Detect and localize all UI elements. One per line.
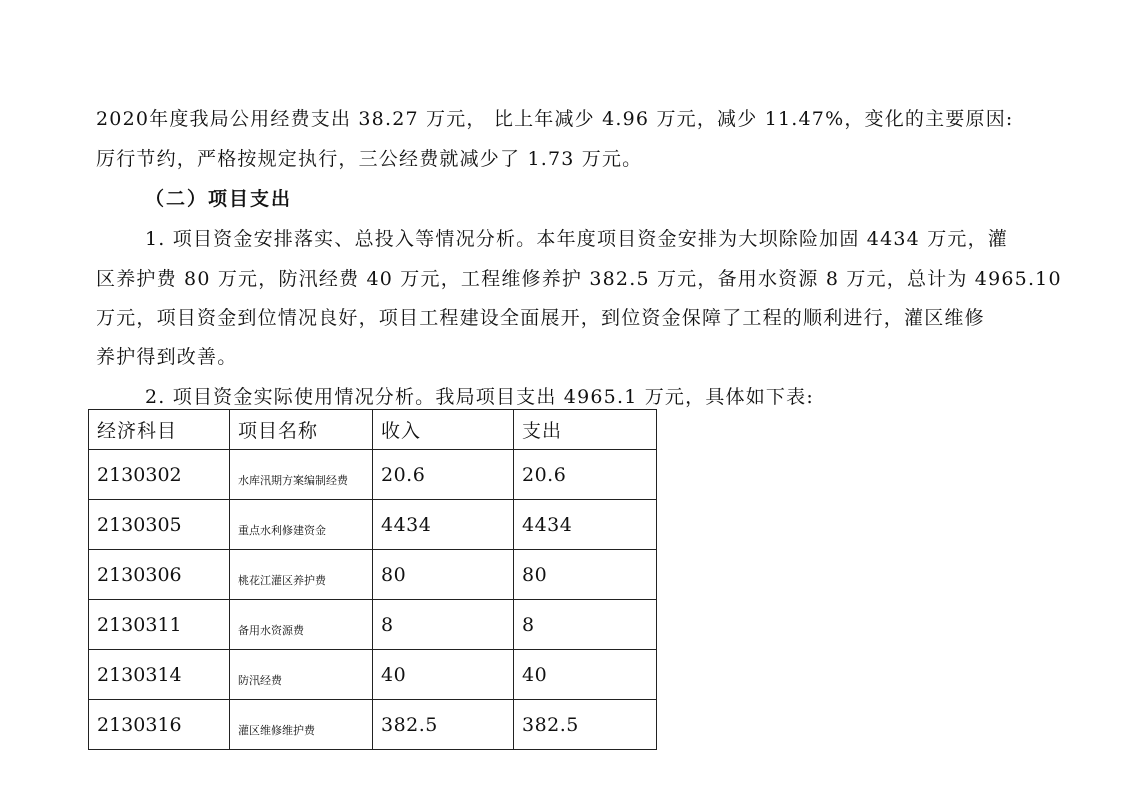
cell-income: 4434 (373, 500, 514, 550)
cell-project-name: 桃花江灌区养护费 (230, 550, 373, 600)
cell-project-name: 防汛经费 (230, 650, 373, 700)
cell-economic-subject: 2130314 (89, 650, 230, 700)
paragraph-fund-usage-line-1: 2. 项目资金实际使用情况分析。我局项目支出 4965.1 万元，具体如下表: (145, 386, 814, 408)
paragraph-public-expense-line-2: 厉行节约，严格按规定执行，三公经费就减少了 1.73 万元。 (96, 148, 643, 170)
cell-project-name: 灌区维修维护费 (230, 700, 373, 750)
cell-economic-subject: 2130311 (89, 600, 230, 650)
cell-economic-subject: 2130306 (89, 550, 230, 600)
section-heading-project-expense: （二）项目支出 (145, 188, 293, 210)
cell-project-name: 水库汛期方案编制经费 (230, 450, 373, 500)
cell-expense: 20.6 (514, 450, 657, 500)
header-expense: 支出 (514, 410, 657, 450)
cell-income: 8 (373, 600, 514, 650)
paragraph-fund-arrangement-line-4: 养护得到改善。 (96, 346, 238, 368)
cell-income: 382.5 (373, 700, 514, 750)
header-income: 收入 (373, 410, 514, 450)
table-row (89, 450, 657, 500)
cell-economic-subject: 2130316 (89, 700, 230, 750)
cell-expense: 4434 (514, 500, 657, 550)
cell-project-name: 重点水利修建资金 (230, 500, 373, 550)
table-row (89, 500, 657, 550)
cell-income: 20.6 (373, 450, 514, 500)
table-row (89, 650, 657, 700)
paragraph-fund-arrangement-line-1: 1. 项目资金安排落实、总投入等情况分析。本年度项目资金安排为大坝除险加固 4434 万元，灌 (145, 228, 1009, 250)
table-row (89, 700, 657, 750)
table-row (89, 550, 657, 600)
cell-expense: 382.5 (514, 700, 657, 750)
project-expense-table (88, 409, 657, 750)
cell-expense: 80 (514, 550, 657, 600)
paragraph-fund-arrangement-line-3: 万元，项目资金到位情况良好，项目工程建设全面展开，到位资金保障了工程的顺利进行，灌区维修 (96, 307, 985, 329)
paragraph-public-expense-line-1: 2020年度我局公用经费支出 38.27 万元， 比上年减少 4.96 万元，减少 11.47%，变化的主要原因: (96, 108, 1014, 130)
cell-project-name: 备用水资源费 (230, 600, 373, 650)
header-project-name: 项目名称 (230, 410, 373, 450)
cell-expense: 40 (514, 650, 657, 700)
table-row (89, 600, 657, 650)
paragraph-fund-arrangement-line-2: 区养护费 80 万元，防汛经费 40 万元，工程维修养护 382.5 万元，备用水资源 8 万元，总计为 4965.10 (96, 268, 1062, 290)
cell-expense: 8 (514, 600, 657, 650)
cell-economic-subject: 2130302 (89, 450, 230, 500)
header-economic-subject: 经济科目 (89, 410, 230, 450)
cell-income: 80 (373, 550, 514, 600)
cell-income: 40 (373, 650, 514, 700)
cell-economic-subject: 2130305 (89, 500, 230, 550)
table-header-row (89, 410, 657, 450)
